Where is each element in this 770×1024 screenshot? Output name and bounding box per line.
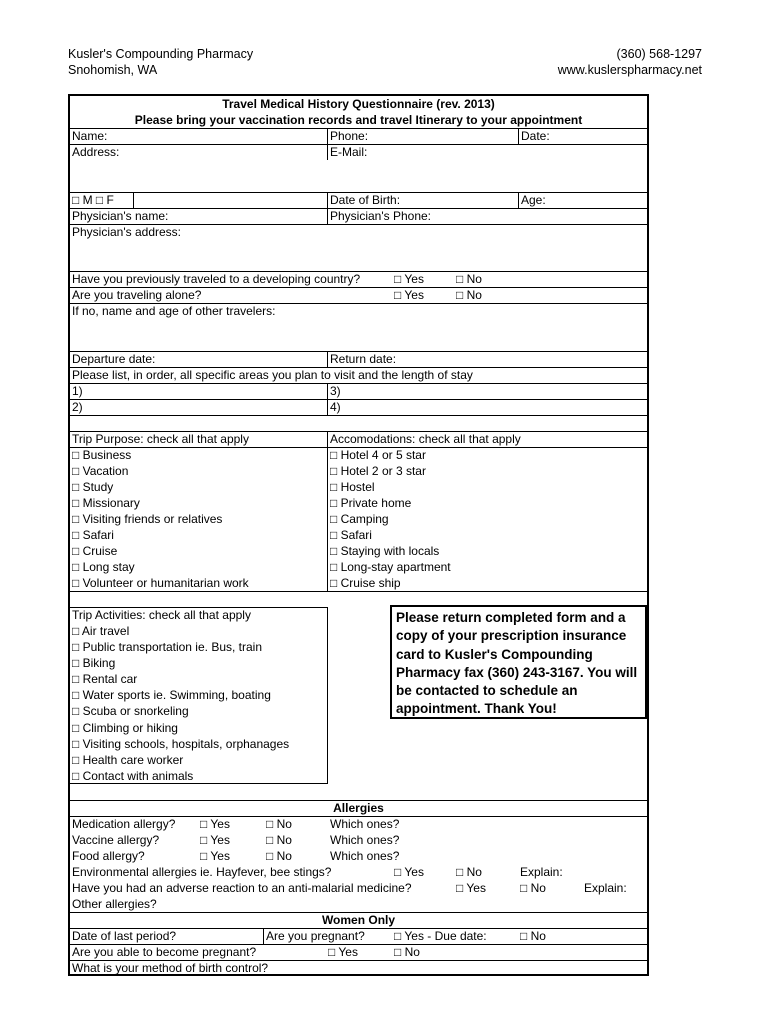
- medication-which-ones[interactable]: Which ones?: [330, 817, 400, 831]
- last-period-label[interactable]: Date of last period?: [72, 929, 177, 943]
- women-only-heading: Women Only: [321, 913, 396, 927]
- activity-option[interactable]: □ Visiting schools, hospitals, orphanages: [72, 737, 290, 751]
- sex-checkboxes[interactable]: □ M □ F: [72, 193, 114, 207]
- pregnant-no[interactable]: □ No: [520, 929, 546, 943]
- food-allergy-label: Food allergy?: [72, 849, 145, 863]
- area-1-field[interactable]: 1): [72, 384, 83, 398]
- accommodation-option[interactable]: □ Safari: [330, 528, 372, 542]
- accommodation-option[interactable]: □ Hotel 4 or 5 star: [330, 448, 426, 462]
- developing-yes-checkbox[interactable]: □ Yes: [394, 272, 424, 286]
- accommodation-option[interactable]: □ Hostel: [330, 480, 375, 494]
- vaccine-allergy-no[interactable]: □ No: [266, 833, 292, 847]
- purpose-option[interactable]: □ Visiting friends or relatives: [72, 512, 223, 526]
- other-travelers-label[interactable]: If no, name and age of other travelers:: [72, 304, 276, 318]
- area-2-field[interactable]: 2): [72, 400, 83, 414]
- email-label[interactable]: E-Mail:: [330, 145, 368, 159]
- form-title: Travel Medical History Questionnaire (rev. 2013): [222, 97, 495, 111]
- medication-allergy-label: Medication allergy?: [72, 817, 176, 831]
- address-label[interactable]: Address:: [72, 145, 120, 159]
- pharmacy-phone: (360) 568-1297: [616, 47, 702, 61]
- purpose-option[interactable]: □ Business: [72, 448, 132, 462]
- questionnaire-form: [68, 94, 649, 976]
- purpose-option[interactable]: □ Volunteer or humanitarian work: [72, 576, 249, 590]
- become-pregnant-label: Are you able to become pregnant?: [72, 945, 257, 959]
- food-allergy-no[interactable]: □ No: [266, 849, 292, 863]
- become-pregnant-no[interactable]: □ No: [394, 945, 420, 959]
- developing-no-checkbox[interactable]: □ No: [456, 272, 482, 286]
- food-allergy-yes[interactable]: □ Yes: [200, 849, 230, 863]
- vaccine-allergy-yes[interactable]: □ Yes: [200, 833, 230, 847]
- activity-option[interactable]: □ Climbing or hiking: [72, 721, 178, 735]
- accommodation-option[interactable]: □ Cruise ship: [330, 576, 401, 590]
- name-label[interactable]: Name:: [72, 129, 108, 143]
- environmental-explain[interactable]: Explain:: [520, 865, 563, 879]
- physician-address-label[interactable]: Physician's address:: [72, 225, 182, 239]
- accommodation-option[interactable]: □ Long-stay apartment: [330, 560, 451, 574]
- q-traveling-alone: Are you traveling alone?: [72, 288, 202, 302]
- activity-option[interactable]: □ Biking: [72, 656, 116, 670]
- activities-heading: Trip Activities: check all that apply: [72, 608, 251, 622]
- pregnant-yes-due-date[interactable]: □ Yes - Due date:: [394, 929, 487, 943]
- return-instructions-notice: Please return completed form and a copy of your prescription insurance card to Kusler's Compounding Pharmacy fax (360) 243-3167. You will be contacted to schedule an appointment. Thank You!: [390, 605, 647, 719]
- accommodation-option[interactable]: □ Private home: [330, 496, 412, 510]
- antimalarial-yes[interactable]: □ Yes: [456, 881, 486, 895]
- age-label[interactable]: Age:: [521, 193, 546, 207]
- form-subtitle: Please bring your vaccination records and travel Itinerary to your appointment: [134, 113, 583, 127]
- purpose-option[interactable]: □ Study: [72, 480, 114, 494]
- pharmacy-website[interactable]: www.kuslerspharmacy.net: [557, 63, 702, 77]
- departure-label[interactable]: Departure date:: [72, 352, 156, 366]
- antimalarial-explain[interactable]: Explain:: [584, 881, 627, 895]
- antimalarial-reaction-label: Have you had an adverse reaction to an anti-malarial medicine?: [72, 881, 412, 895]
- other-allergies-label[interactable]: Other allergies?: [72, 897, 157, 911]
- food-which-ones[interactable]: Which ones?: [330, 849, 400, 863]
- date-label[interactable]: Date:: [521, 129, 550, 143]
- physician-phone-label[interactable]: Physician's Phone:: [330, 209, 432, 223]
- activity-option[interactable]: □ Air travel: [72, 624, 130, 638]
- area-4-field[interactable]: 4): [330, 400, 341, 414]
- become-pregnant-yes[interactable]: □ Yes: [328, 945, 358, 959]
- pharmacy-info: [68, 46, 253, 78]
- pharmacy-location: Snohomish, WA: [68, 63, 158, 77]
- alone-yes-checkbox[interactable]: □ Yes: [394, 288, 424, 302]
- environmental-allergy-label: Environmental allergies ie. Hayfever, bee stings?: [72, 865, 332, 879]
- activity-option[interactable]: □ Public transportation ie. Bus, train: [72, 640, 263, 654]
- activity-option[interactable]: □ Scuba or snorkeling: [72, 704, 189, 718]
- purpose-option[interactable]: □ Vacation: [72, 464, 129, 478]
- vaccine-which-ones[interactable]: Which ones?: [330, 833, 400, 847]
- accommodation-option[interactable]: □ Camping: [330, 512, 389, 526]
- environmental-allergy-yes[interactable]: □ Yes: [394, 865, 424, 879]
- birth-control-label[interactable]: What is your method of birth control?: [72, 961, 269, 975]
- vaccine-allergy-label: Vaccine allergy?: [72, 833, 160, 847]
- pharmacy-contact: [558, 46, 702, 78]
- medication-allergy-yes[interactable]: □ Yes: [200, 817, 230, 831]
- alone-no-checkbox[interactable]: □ No: [456, 288, 482, 302]
- purpose-option[interactable]: □ Long stay: [72, 560, 135, 574]
- accommodations-heading: Accomodations: check all that apply: [330, 432, 521, 446]
- purpose-option[interactable]: □ Safari: [72, 528, 114, 542]
- accommodation-option[interactable]: □ Hotel 2 or 3 star: [330, 464, 426, 478]
- activity-option[interactable]: □ Contact with animals: [72, 769, 194, 783]
- purpose-option[interactable]: □ Cruise: [72, 544, 118, 558]
- antimalarial-no[interactable]: □ No: [520, 881, 546, 895]
- physician-name-label[interactable]: Physician's name:: [72, 209, 169, 223]
- q-developing-country: Have you previously traveled to a developing country?: [72, 272, 361, 286]
- accommodation-option[interactable]: □ Staying with locals: [330, 544, 440, 558]
- pregnant-label: Are you pregnant?: [266, 929, 365, 943]
- pharmacy-name: Kusler's Compounding Pharmacy: [68, 47, 254, 61]
- activity-option[interactable]: □ Health care worker: [72, 753, 184, 767]
- medication-allergy-no[interactable]: □ No: [266, 817, 292, 831]
- return-label[interactable]: Return date:: [330, 352, 397, 366]
- purpose-heading: Trip Purpose: check all that apply: [72, 432, 249, 446]
- activity-option[interactable]: □ Rental car: [72, 672, 138, 686]
- purpose-option[interactable]: □ Missionary: [72, 496, 140, 510]
- areas-label: Please list, in order, all specific areas you plan to visit and the length of stay: [72, 368, 473, 382]
- activity-option[interactable]: □ Water sports ie. Swimming, boating: [72, 688, 271, 702]
- allergies-heading: Allergies: [333, 801, 384, 815]
- environmental-allergy-no[interactable]: □ No: [456, 865, 482, 879]
- dob-label[interactable]: Date of Birth:: [330, 193, 401, 207]
- area-3-field[interactable]: 3): [330, 384, 341, 398]
- phone-label[interactable]: Phone:: [330, 129, 369, 143]
